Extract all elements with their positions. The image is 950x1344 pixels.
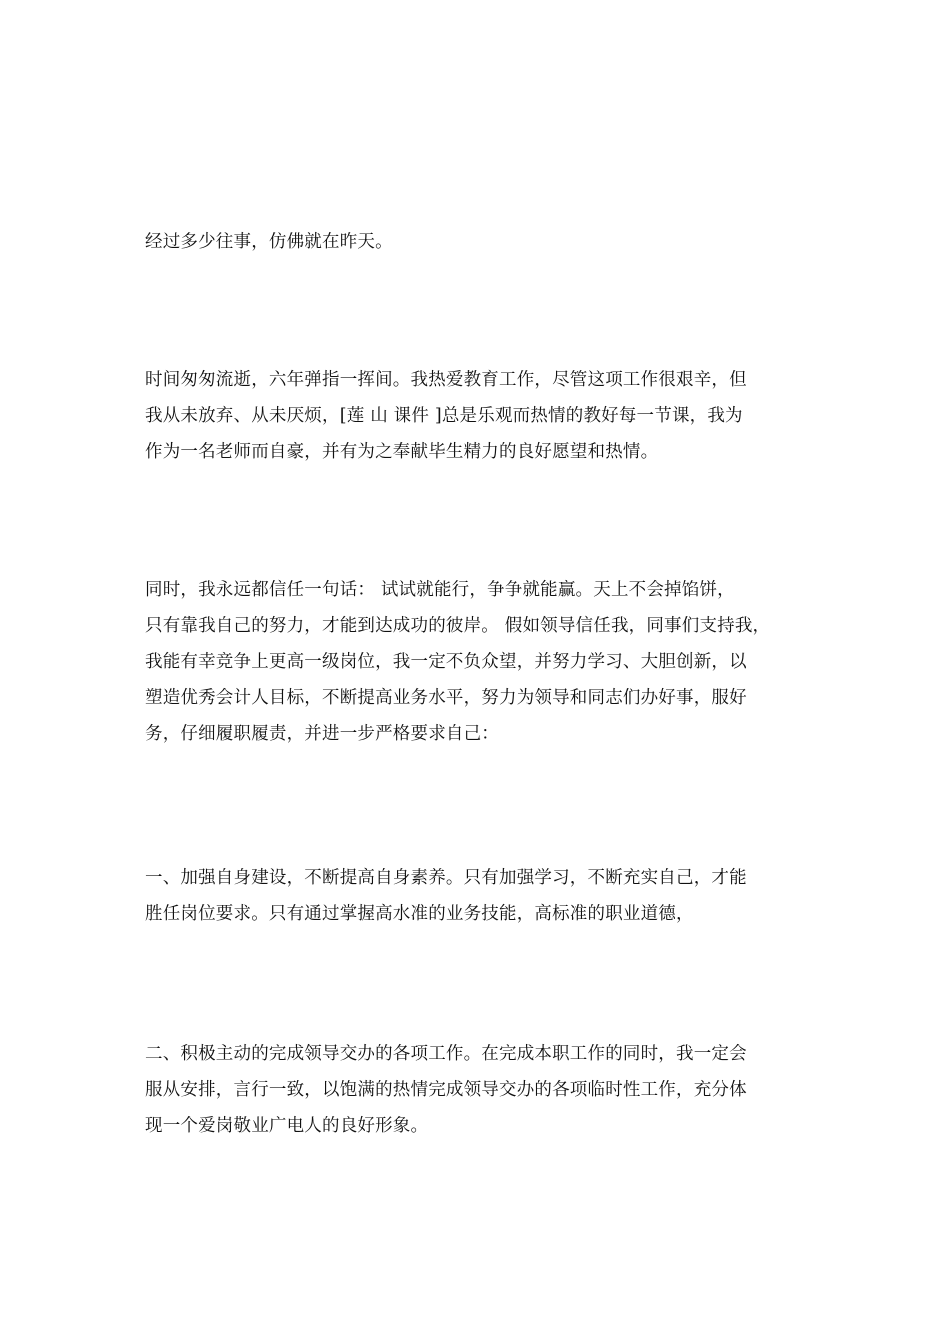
text-line: 经过多少往事，仿佛就在昨天。	[145, 232, 393, 252]
paragraph-point-one	[145, 860, 815, 932]
text-line: 现一个爱岗敬业广电人的良好形象。	[145, 1116, 429, 1136]
text-line: 塑造优秀会计人目标，不断提高业务水平，努力为领导和同志们办好事，服好	[145, 688, 747, 708]
paragraph-belief	[145, 572, 815, 752]
text-line: 时间匆匆流逝，六年弹指一挥间。我热爱教育工作，尽管这项工作很艰辛，但	[145, 370, 747, 390]
text-line: 同时，我永远都信任一句话： 试试就能行，争争就能赢。天上不会掉馅饼，	[145, 580, 735, 600]
paragraph-teaching-years	[145, 362, 815, 470]
paragraph-point-two	[145, 1036, 815, 1144]
text-line: 一、加强自身建设，不断提高自身素养。只有加强学习，不断充实自己，才能	[145, 868, 747, 888]
text-line: 胜任岗位要求。只有通过掌握高水准的业务技能，高标准的职业道德，	[145, 904, 694, 924]
text-line: 我能有幸竞争上更高一级岗位，我一定不负众望，并努力学习、大胆创新，以	[145, 652, 747, 672]
text-line: 务，仔细履职履责，并进一步严格要求自己：	[145, 724, 499, 744]
text-line: 我从未放弃、从未厌烦，[莲 山 课件 ]总是乐观而热情的教好每一节课，我为	[145, 406, 743, 426]
text-line: 二、积极主动的完成领导交办的各项工作。在完成本职工作的同时，我一定会	[145, 1044, 747, 1064]
text-line: 作为一名老师而自豪，并有为之奉献毕生精力的良好愿望和热情。	[145, 442, 659, 462]
text-line: 只有靠我自己的努力，才能到达成功的彼岸。 假如领导信任我，同事们支持我，	[145, 616, 771, 636]
paragraph-memories	[145, 224, 815, 260]
text-line: 服从安排，言行一致，以饱满的热情完成领导交办的各项临时性工作，充分体	[145, 1080, 747, 1100]
